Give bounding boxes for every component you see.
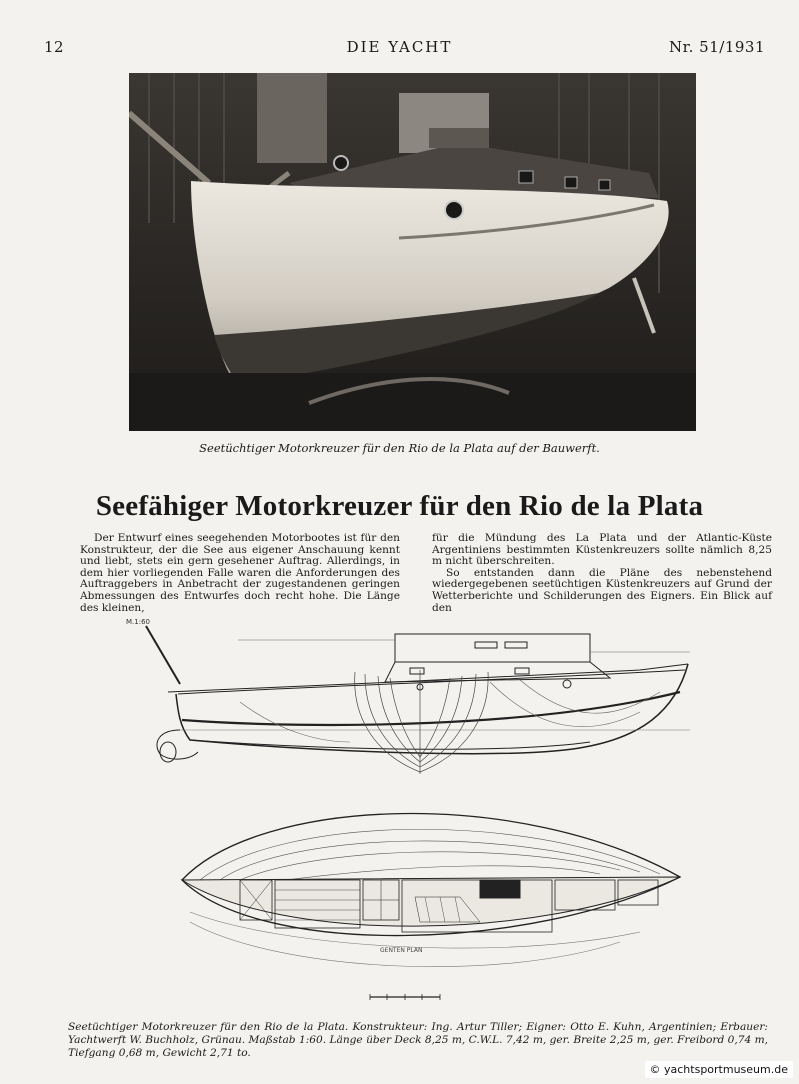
boat-photo bbox=[129, 73, 696, 431]
article-paragraph: für die Mündung des La Plata und der Atlantic-Küste Argentiniens bestimmten Küstenkreuzers sollte nämlich 8,25 m nicht überschreiten. bbox=[432, 532, 772, 568]
page-number: 12 bbox=[44, 38, 65, 56]
article-paragraph: Der Entwurf eines seegehenden Motorbootes ist für den Konstrukteur, der die See aus eigener Anschauung kennt und liebt, stets ein gern gesehener Auftrag. Allerdings, in dem hier vorliegenden Falle waren die Anforderungen des Auftraggebers in Anbetracht der zugestandenen geringen Abmessungen des Entwurfes doch recht hohe. Die Länge des kleinen, bbox=[80, 532, 400, 614]
magazine-title: DIE YACHT bbox=[346, 38, 453, 56]
scale-label: M.1:60 bbox=[126, 618, 150, 626]
plan-label: GENTEN PLAN bbox=[380, 947, 423, 954]
article-paragraph: So entstanden dann die Pläne des nebenstehend wiedergegebenen seetüchtigen Küstenkreuzers auf Grund der Wetterberichte und Schilderungen des Eigners. Ein Blick auf den bbox=[432, 566, 772, 614]
plans-caption: Seetüchtiger Motorkreuzer für den Rio de la Plata. Konstrukteur: Ing. Artur Tiller; Eigner: Otto E. Kuhn, Argentinien; Erbauer: Yachtwerft W. Buchholz, Grünau. Maßstab 1:60. Länge über Deck 8,25 m, C.W.L. 7,42 m, ger. Breite 2,25 m, ger. Freibord 0,74 m, Tiefgang 0,68 m, Gewicht 2,71 to. bbox=[68, 1021, 768, 1059]
article-column-left bbox=[80, 533, 400, 614]
watermark: © yachtsportmuseum.de bbox=[645, 1061, 793, 1078]
article-title: Seefähiger Motorkreuzer für den Rio de la Plata bbox=[95, 490, 704, 522]
boat-plan-drawing bbox=[120, 612, 720, 1012]
photo-caption: Seetüchtiger Motorkreuzer für den Rio de la Plata auf der Bauwerft. bbox=[199, 441, 600, 455]
issue-number: Nr. 51/1931 bbox=[669, 38, 765, 56]
article-column-right bbox=[432, 533, 772, 614]
